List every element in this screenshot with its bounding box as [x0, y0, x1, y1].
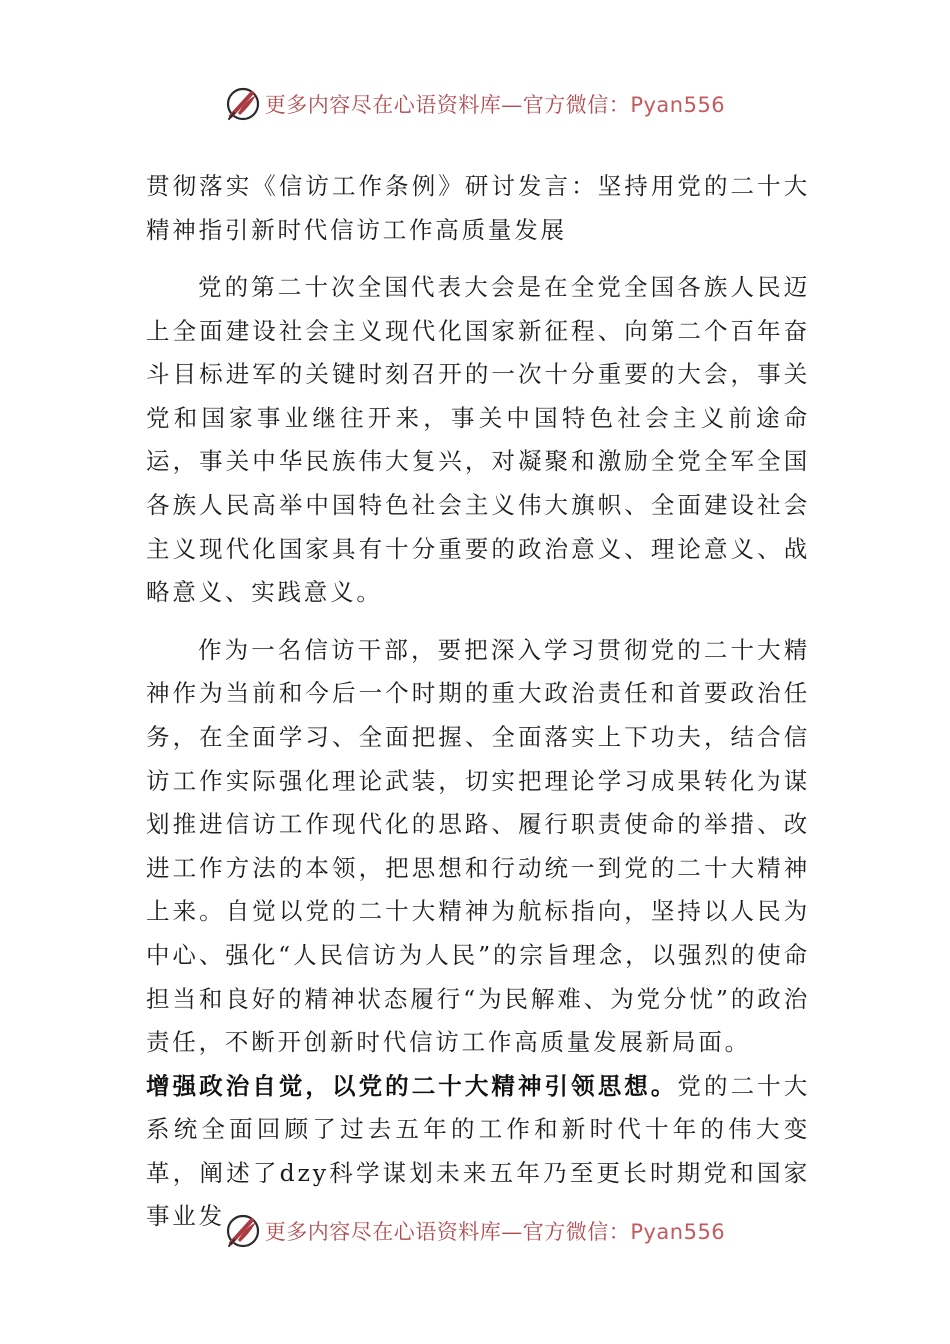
document-body	[146, 164, 810, 1239]
quill-pen-logo-icon	[225, 1213, 261, 1249]
section-heading: 增强政治自觉，以党的二十大精神引领思想。	[146, 1071, 678, 1100]
document-title: 贯彻落实《信访工作条例》研讨发言：坚持用党的二十大精神指引新时代信访工作高质量发展	[146, 172, 810, 244]
paragraph-2: 作为一名信访干部，要把深入学习贯彻党的二十大精神作为当前和今后一个时期的重大政治责任和首要政治任务，在全面学习、全面把握、全面落实上下功夫，结合信访工作实际强化理论武装，切实把理论学习成果转化为谋划推进信访工作现代化的思路、履行职责使命的举措、改进工作方法的本领，把思想和行动统一到党的二十大精神上来。自觉以党的二十大精神为航标指向，坚持以人民为中心、强化“人民信访为人民”的宗旨理念，以强烈的使命担当和良好的精神状态履行“为民解难、为党分忧”的政治责任，不断开创新时代信访工作高质量发展新局面。	[146, 635, 810, 1057]
paragraph-3-text: 党的二十大系统全面回顾了过去五年的工作和新时代十年的伟大变革，阐述了dzy科学谋划未来五年乃至更长时期党和国家事业发	[146, 1071, 811, 1231]
paragraph-1: 党的第二十次全国代表大会是在全党全国各族人民迈上全面建设社会主义现代化国家新征程、向第二个百年奋斗目标进军的关键时刻召开的一次十分重要的大会，事关党和国家事业继往开来，事关中国特色社会主义前途命运，事关中华民族伟大复兴，对凝聚和激励全党全军全国各族人民高举中国特色社会主义伟大旗帜、全面建设社会主义现代化国家具有十分重要的政治意义、理论意义、战略意义、实践意义。	[146, 273, 810, 607]
wechat-id: Pyan556	[630, 93, 726, 117]
banner-text: 更多内容尽在心语资料库—官方微信：	[264, 93, 631, 117]
wechat-id: Pyan556	[630, 1220, 726, 1244]
header-banner	[0, 84, 950, 124]
footer-banner	[0, 1211, 950, 1251]
quill-pen-logo-icon	[225, 86, 261, 122]
banner-text: 更多内容尽在心语资料库—官方微信：	[264, 1220, 631, 1244]
